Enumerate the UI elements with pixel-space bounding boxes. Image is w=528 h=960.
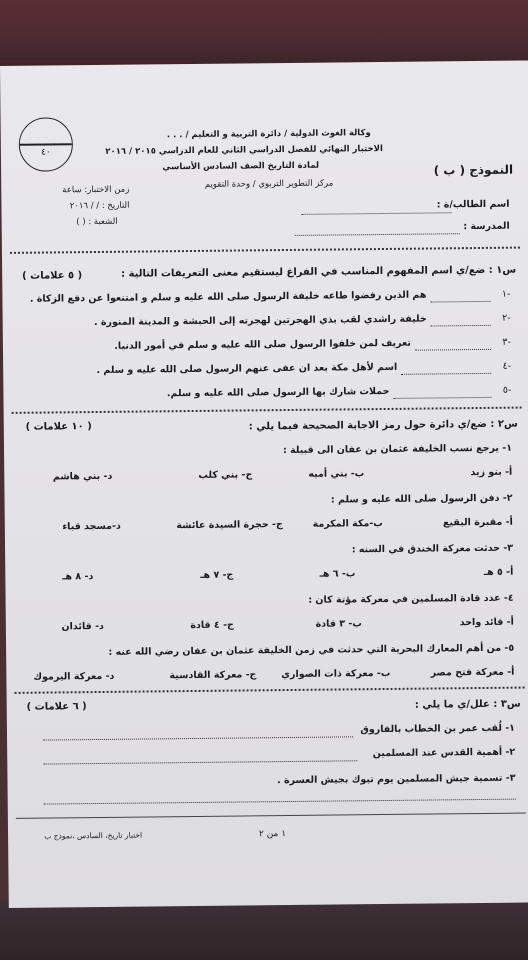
q2-item-4-choice-a[interactable]: أ- قائد واحد (459, 616, 514, 629)
q2-item-5-choice-c[interactable]: ج- معركة القادسية (169, 669, 257, 682)
q1-item-2-blank[interactable] (431, 325, 491, 327)
q2-item-5-text: ٥- من أهم المعارك البحرية التي حدثت في زمن الخليفة عثمان بن عفان رضي الله عنه : (108, 642, 515, 658)
score-circle (19, 117, 74, 172)
q2-item-4-choice-c[interactable]: ج- ٤ قادة (190, 619, 234, 632)
header-separator (10, 247, 520, 254)
exam-paper (0, 60, 528, 907)
background-top (0, 0, 528, 70)
student-name-label: اسم الطالب/ة : (436, 198, 510, 211)
q2-item-2-choice-d[interactable]: د-مسجد قباء (62, 520, 121, 533)
q2-item-1-choice-c[interactable]: ج- بني كلب (198, 469, 253, 481)
q1-item-4-blank[interactable] (401, 373, 491, 375)
q1-marks: ( ٥ علامات ) (22, 270, 83, 282)
q3-item-3-text: ٣- تسمية جيش المسلمين يوم تبوك بجيش العسرة . (277, 772, 516, 787)
q1-item-5-num: -٥ (502, 384, 512, 396)
q2-item-1-text: ١- يرجع نسب الخليفة عثمان بن عفان الى قبيلة : (282, 442, 513, 457)
center-line: مركز التطوير التربوي / وحدة التقويم (204, 178, 334, 190)
q3-item-1-answer[interactable] (43, 736, 353, 740)
q3-marks: ( ٦ علامات ) (26, 701, 87, 713)
page-number: ١ من ٢ (258, 829, 287, 840)
q1-item-2-num: -٢ (502, 312, 511, 324)
agency-line: وكالة الغوث الدولية / دائرة التربية و التعليم / . . . (166, 128, 371, 141)
q1-item-1-num: -١ (501, 288, 511, 300)
q2-item-5-choice-a[interactable]: أ- معركة فتح مصر (430, 666, 515, 679)
exam-name-footer: اختبار تاريخ، السادس ،نموذج ب (44, 830, 143, 841)
q3-item-2-text: ٢- أهمية القدس عند المسلمين (372, 746, 516, 760)
exam-title: الاختبار النهائي للفصل الدراسي الثاني للعام الدراسي ٢٠١٥ / ٢٠١٦ (105, 143, 383, 157)
model-label: النموذج ( ب ) (433, 162, 514, 178)
q1-separator (12, 407, 522, 414)
q3-item-2-answer[interactable] (43, 760, 357, 764)
q2-item-2-choice-c[interactable]: ج- حجرة السيدة عائشة (176, 519, 283, 532)
student-name-field[interactable] (302, 212, 452, 215)
q2-item-2-choice-a[interactable]: أ- مقبرة البقيع (442, 516, 513, 529)
q1-item-5-text: حملات شارك بها الرسول صلى الله عليه و سلم. (166, 385, 390, 400)
q2-item-2-choice-b[interactable]: ب-مكة المكرمة (312, 518, 383, 530)
q2-item-5-choice-b[interactable]: ب- معركة ذات الصواري (281, 667, 391, 681)
q1-item-5-blank[interactable] (393, 397, 491, 399)
q1-item-4-text: اسم لأهل مكة بعد ان عفى عنهم الرسول صلى الله عليه و سلم . (96, 361, 398, 377)
q3-item-1-text: ١- لُقب عمر بن الخطاب بالفاروق (360, 722, 516, 736)
q2-item-1-choice-d[interactable]: د- بني هاشم (52, 470, 113, 483)
q2-item-3-choice-c[interactable]: ج- ٧ هـ (200, 569, 234, 581)
footer-rule (16, 813, 526, 819)
q3-title: س٣ : علل/ي ما يلي : (414, 698, 521, 711)
q2-item-2-text: ٢- دفن الرسول صلى الله عليه و سلم : (330, 492, 513, 506)
q2-item-3-choice-d[interactable]: د- ٨ هـ (62, 571, 94, 583)
subject-line: لمادة التاريخ الصف السادس الأساسي (162, 160, 320, 173)
q2-item-4-text: ٤- عدد قادة المسلمين في معركة مؤتة كان : (308, 592, 514, 606)
q1-title: س١ : ضع/ي اسم المفهوم المناسب في الفراغ ليستقيم معنى التعريفات التالية : (121, 264, 517, 280)
q1-item-1-text: هم الذين رفضوا طاعه خليفة الرسول صلى الله عليه و سلم و امتنعوا عن دفع الزكاة . (29, 289, 427, 305)
school-label: المدرسة : (463, 220, 510, 233)
q1-item-2-text: خليفة راشدي لقب بذي الهجرتين لهجرته إلى الحبشة و المدينة المنورة . (93, 313, 427, 329)
q2-separator (15, 687, 525, 694)
q1-item-1-blank[interactable] (430, 301, 490, 303)
q2-item-3-text: ٣- حدثت معركة الخندق في السنه : (351, 542, 514, 556)
q1-item-3-text: تعريف لمن خلفوا الرسول صلى الله عليه و سلم في أمور الدنيا. (114, 337, 411, 352)
q2-item-4-choice-d[interactable]: د- قائدان (61, 620, 104, 633)
q2-item-4-choice-b[interactable]: ب- ٣ قادة (315, 618, 362, 630)
q1-item-3-num: -٣ (502, 336, 511, 348)
q3-item-3-answer[interactable] (44, 799, 516, 805)
q2-title: س٢ : ضع/ي دائرة حول رمز الاجابة الصحيحة فيما يلي : (248, 418, 518, 433)
school-field[interactable] (295, 233, 460, 236)
section-label: الشعبة : ( ) (76, 216, 118, 228)
q2-item-1-choice-a[interactable]: أ- بنو زيد (470, 466, 513, 479)
duration-label: زمن الاختبار: ساعة (62, 184, 130, 196)
q2-item-1-choice-b[interactable]: ب- بني أميه (308, 468, 365, 480)
q1-item-4-num: -٤ (502, 360, 512, 372)
background-bottom (0, 900, 528, 960)
q2-item-3-choice-b[interactable]: ب- ٦ هـ (319, 568, 356, 580)
score-total: ٤٠ (41, 147, 51, 158)
q2-item-5-choice-d[interactable]: د- معركة اليرموك (33, 670, 115, 683)
q1-item-3-blank[interactable] (415, 349, 491, 351)
q2-item-3-choice-a[interactable]: أ- ٥ هـ (483, 566, 514, 578)
q2-marks: ( ١٠ علامات ) (25, 421, 92, 433)
date-label: التاريخ : / / ٢٠١٦ (69, 200, 130, 212)
